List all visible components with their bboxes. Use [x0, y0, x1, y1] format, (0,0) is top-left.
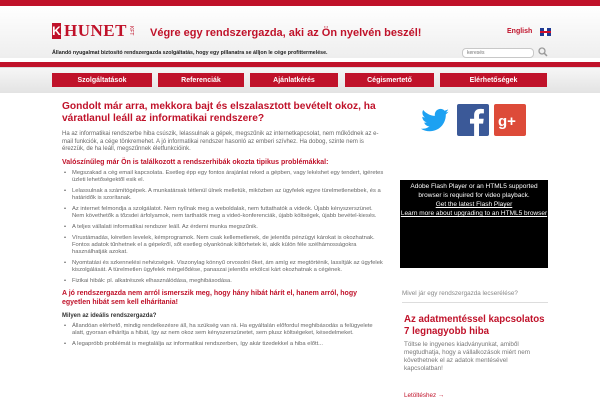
intro-paragraph: Ha az informatikai rendszerbe hiba csúszik, lelassulnak a gépek, megszűnik az internetkapcsolat, nem működnek az e-mail funkciók, a cége tönkremehet. A jó informatikai rendszer hasonló az emberi szívhez. Ha dobog, szinte nem is érezzük, de ha leáll, megszűnnek életfunkcióink. [62, 131, 379, 152]
ideal-admin-question: Milyen az ideális rendszergazda? [62, 312, 157, 319]
list-item: • Vírustámadás, kéretlen levelek, kémprogramok. Nem csak kellemetlenek, de jelentős pénzügyi károkat is okozhatnak. Fontos adatok tűnhetnek el a gépekről, sőt esetleg olyankónak kiltörhetek ki, akik külön féle szélhámosságokra használhatják azokat. [62, 235, 384, 256]
ideal-admin-list [62, 323, 390, 348]
list-item: • A teljes vállalati informatikai rendszer leáll. Az érdemi munka megszűnik. [62, 224, 384, 231]
google-plus-icon[interactable] [494, 104, 526, 136]
twitter-icon[interactable] [419, 104, 451, 136]
site-header [0, 0, 600, 58]
twitter-bird [421, 109, 449, 131]
page-title: Gondolt már arra, mekkora bajt és elszalasztott bevételt okoz, ha váratlanul leáll az informatikai rendszere? [62, 101, 376, 124]
tagline: Állandó nyugalmat biztosító rendszergazda szolgáltatás, hogy egy pillanatra se álljon le cége profittermelése. [52, 50, 328, 56]
main-content [52, 96, 390, 400]
sidebar-title: Az adatmentéssel kapcsolatos 7 legnagyobb hiba [404, 314, 545, 337]
list-item: • Lelassulnak a számítógépek. A munkatársak tétlenül ülnek melletük, miközben az ügyfelek egyre türelmetlenebbek, és a határidők is szorítanak. [62, 188, 384, 202]
search-input[interactable] [462, 48, 534, 58]
google-plus-glyph: g+ [498, 113, 516, 130]
logo-kft: KFT [128, 26, 134, 36]
list-item: • Az internet felmondja a szolgálatot. Nem nyílnak meg a weboldalak, nem futtathatók a videók. Újabb kényszerszünet. Nem követhetők a tőzsdei árfolyamok, nem tarthatók meg a videó-konferenciák, újabb költségek, újabb bevétel-kiesés. [62, 206, 384, 220]
nav-item-ajanlatkeres[interactable]: Ajánlatkérés [250, 73, 338, 87]
flash-player-link[interactable]: Get the latest Flash Player [435, 201, 513, 208]
logo-mark: K [52, 24, 61, 38]
problems-list [62, 170, 390, 285]
list-item: • Fizikai hibák: pl. alkatrészek elhasználódása, meghibásodása. [62, 278, 384, 285]
download-link[interactable]: Letöltéshez → [404, 392, 445, 399]
list-item: • Megszakad a cég email kapcsolata. Esetleg épp egy fontos árajánlat reked a gépben, vagy lekéshet egy tendert, igéretes üzleti lehetőségektől esik el. [62, 170, 384, 184]
nav-item-szolgaltatasok[interactable]: Szolgáltatások [52, 73, 152, 87]
uk-flag-icon[interactable] [540, 28, 551, 36]
flash-message: Adobe Flash Player or an HTML5 supported browser is required for video playback. [410, 183, 538, 199]
list-item: • Állandóan elérhető, mindig rendelkezésre áll, ha szükség van rá. Ha egyáltalán előfordul meghibásodás a felügyelete alatt, gyorsan elhárítja a hibát, így az nem okoz sem kényszerszünetet, sem plusz költségeket, késedelmeket. [62, 323, 384, 337]
facebook-icon[interactable] [457, 104, 489, 136]
html5-link[interactable]: Learn more about upgrading to an HTML5 browser [400, 210, 548, 217]
good-admin-heading: A jó rendszergazda nem arról ismerszik meg, hogy hány hibát hárít el, hanem arról, hogy egyetlen hibát sem kell elhárítania! [62, 289, 357, 306]
list-item: • A legapróbb problémát is megtalálja az informatikai rendszerben, így akár tizedekkel a hiba előtt... [62, 341, 384, 348]
slogan: Végre egy rendszergazda, aki az Ön nyelvén beszél! [150, 27, 422, 39]
logo[interactable] [52, 22, 134, 40]
language-link[interactable]: English [507, 28, 533, 35]
search-icon[interactable] [538, 47, 548, 57]
video-player[interactable] [400, 180, 548, 268]
sidebar [393, 96, 553, 400]
logo-text: HUNET [64, 21, 127, 40]
video-caption: Mivel jár egy rendszergazda lecserélése? [402, 290, 518, 297]
list-item: • Nyomtatási és szkennelési nehézségek. Viszonylag könnyű orvosolni őket, ám amíg ez megtörténik, lassítják az ügyfelek kiszolgálását. A türelmetlen ügyfelek mérgelődése, panaszai jelentős erkölcsi kárt okozhatnak a cégének. [62, 260, 384, 274]
problems-subtitle: Valószínűleg már Ön is találkozott a rendszerhibák okozta tipikus problémákkal: [62, 158, 329, 166]
nav-item-referenciak[interactable]: Referenciák [158, 73, 244, 87]
nav-item-elerhetosegek[interactable]: Elérhetőségek [440, 73, 547, 87]
nav-item-cegismerteto[interactable]: Cégismertető [345, 73, 434, 87]
sidebar-divider [402, 302, 548, 303]
sidebar-text: Töltse le ingyenes kiadványunkat, amiből megtudhatja, hogy a vállalkozások miért nem követhetnek el az adatok mentésével kapcsolatban! [404, 341, 531, 372]
